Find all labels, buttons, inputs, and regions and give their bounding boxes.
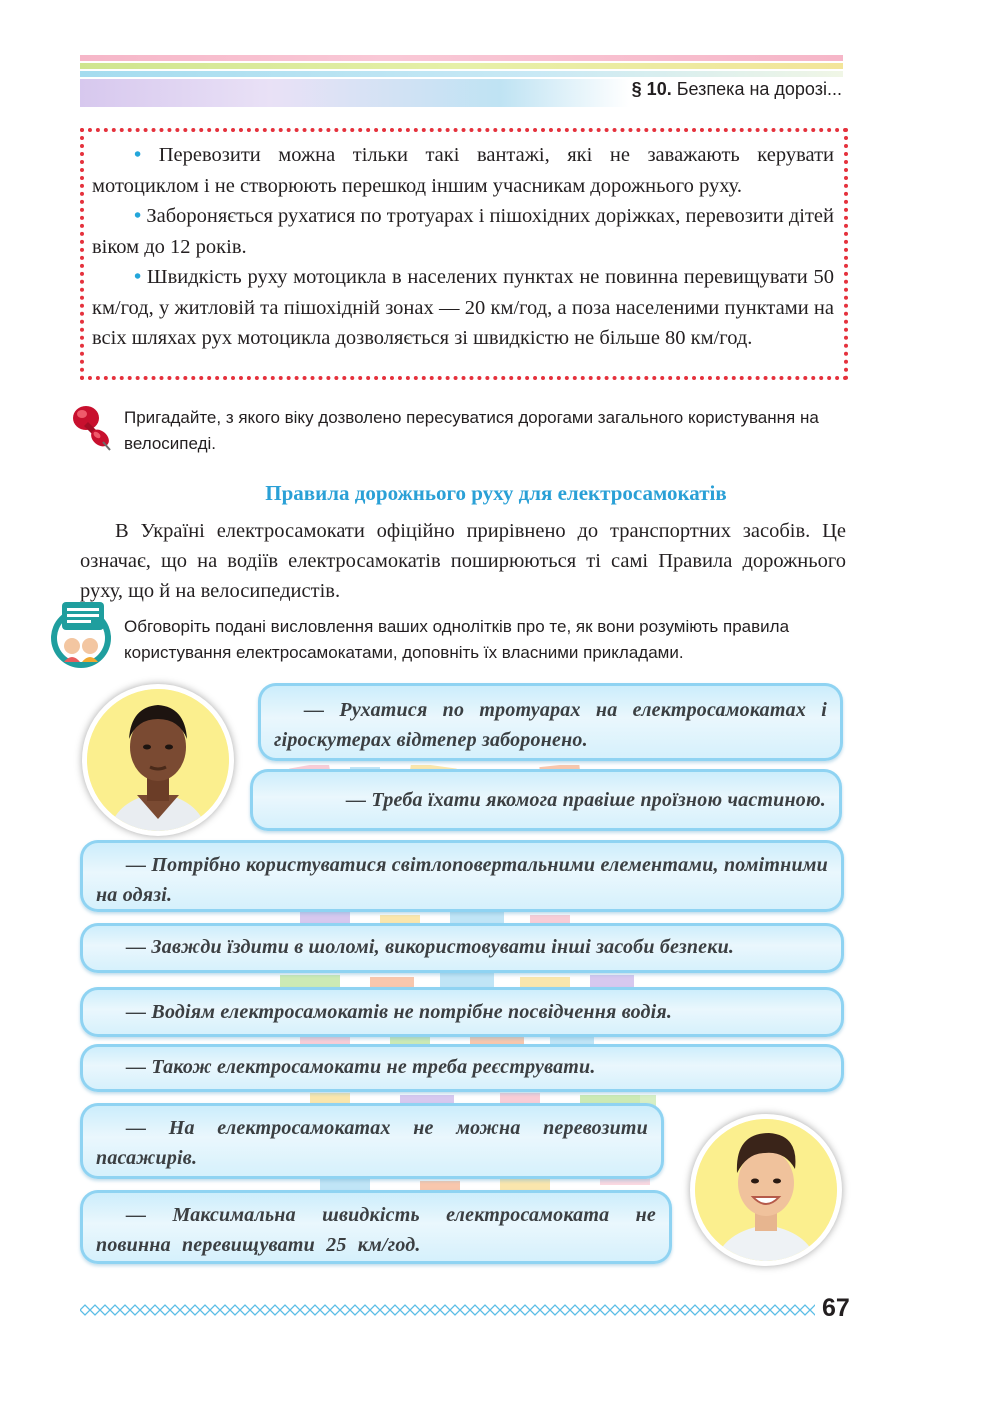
speech-bubble: — Треба їхати якомога правіше проїзною частиною. (250, 769, 842, 831)
speech-bubble: — Водіям електросамокатів не потрібне посвідчення водія. (80, 987, 844, 1037)
running-head (632, 79, 842, 100)
section-title-header: Безпека на дорозі... (676, 79, 842, 99)
speech-bubble: — На електросамокатах не можна перевозити пасажирів. (80, 1103, 664, 1179)
page-number: 67 (822, 1294, 850, 1322)
section-heading: Правила дорожнього руху для електросамокатів (265, 481, 727, 505)
bullet-icon: • (134, 205, 142, 227)
avatar-boy (690, 1114, 842, 1266)
rule-item: • Швидкість руху мотоцикла в населених пунктах не повинна перевищувати 50 км/год, у житловій та пішохідній зонах — 20 км/год, а поза населеними пунктами на всіх шляхах рух мотоцикла дозволяється зі швидкістю не більше 80 км/год. (92, 266, 835, 349)
bullet-icon: • (134, 266, 142, 288)
recall-prompt: Пригадайте, з якого віку дозволено пересуватися дорогами загального користування на велосипеді. (124, 408, 819, 453)
discussion-prompt: Обговоріть подані висловлення ваших однолітків про те, як вони розуміють правила користування електросамокатами, доповніть їх власними прикладами. (124, 617, 790, 662)
speech-bubble: — Також електросамокати не треба реєструвати. (80, 1044, 844, 1092)
rules-box (80, 128, 848, 380)
bullet-icon: • (134, 144, 142, 166)
rule-item: • Перевозити можна тільки такі вантажі, які не заважають керувати мотоциклом і не створюють перешкод іншим учасникам дорожнього руху. (92, 144, 834, 197)
intro-paragraph: В Україні електросамокати офіційно прирівнено до транспортних засобів. Це означає, що на водіїв електросамокатів поширюються ті самі Правила дорожнього руху, що й на велосипедистів. (80, 520, 846, 602)
avatar-girl (82, 684, 234, 836)
speech-bubble: — Завжди їздити в шоломі, використовувати інші засоби безпеки. (80, 923, 844, 973)
speech-bubble: — Максимальна швидкість електросамоката не повинна перевищувати 25 км/год. (80, 1190, 672, 1264)
speech-bubble: — Потрібно користуватися світлоповертальними елементами, помітними на одязі. (80, 840, 844, 912)
footer-wave-divider (80, 1302, 815, 1318)
speech-bubble: — Рухатися по тротуарах на електросамокатах і гіроскутерах відтепер заборонено. (258, 683, 843, 761)
pushpin-icon (70, 402, 114, 452)
rule-item: • Забороняється рухатися по тротуарах і пішохідних доріжках, перевозити дітей віком до 12 років. (92, 205, 834, 258)
section-number: § 10. (631, 79, 672, 99)
discussion-icon (46, 600, 116, 670)
